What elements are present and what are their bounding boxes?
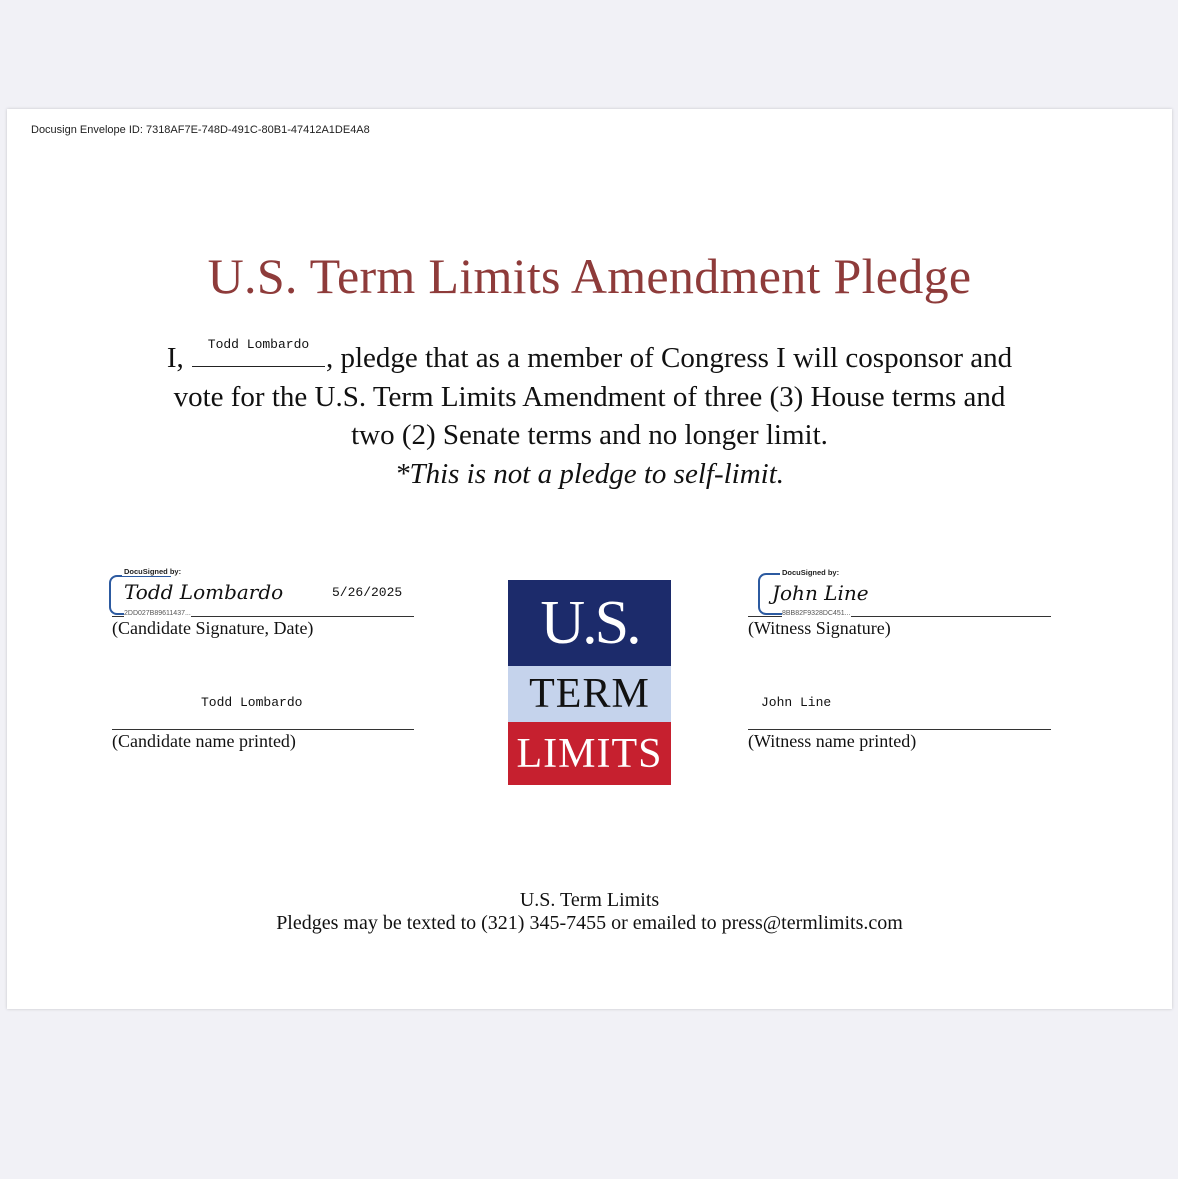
- witness-name-value: John Line: [761, 695, 832, 710]
- candidate-signature-block: [112, 567, 414, 647]
- candidate-name-value: Todd Lombardo: [201, 695, 303, 710]
- pledge-prefix: I,: [166, 342, 184, 374]
- candidate-signature-caption: (Candidate Signature, Date): [112, 618, 314, 638]
- docusigned-label: DocuSigned by:: [782, 568, 840, 577]
- pledge-note: *This is not a pledge to self-limit.: [394, 457, 785, 490]
- footer-contact: Pledges may be texted to (321) 345-7455 or emailed to press@termlimits.com: [276, 912, 903, 934]
- pledge-line-1-rest: , pledge that as a member of Congress I will cosponsor and: [325, 342, 1013, 374]
- logo-limits: LIMITS: [508, 722, 671, 785]
- witness-signature[interactable]: John Line: [772, 581, 869, 605]
- candidate-signer-id: 2DD027B89611437...: [124, 610, 191, 617]
- candidate-signature[interactable]: Todd Lombardo: [124, 580, 284, 604]
- pledge-line-3: two (2) Senate terms and no longer limit.: [351, 419, 828, 451]
- envelope-id: Docusign Envelope ID: 7318AF7E-748D-491C-80B1-47412A1DE4A8: [31, 124, 370, 136]
- footer-org: U.S. Term Limits: [519, 889, 660, 911]
- docusigned-label: DocuSigned by:: [124, 567, 182, 576]
- pledge-text: [7, 339, 1172, 493]
- footer: [7, 889, 1172, 935]
- logo-term: TERM: [508, 666, 671, 722]
- document-page: [7, 109, 1172, 1009]
- witness-name-block: [748, 695, 1051, 765]
- pledge-line-2: vote for the U.S. Term Limits Amendment of three (3) House terms and: [173, 380, 1006, 413]
- logo-us: U.S.: [508, 580, 671, 666]
- witness-name-line: [748, 729, 1051, 730]
- pledge-title: U.S. Term Limits Amendment Pledge: [207, 248, 972, 304]
- witness-signature-caption: (Witness Signature): [748, 618, 891, 638]
- candidate-blank: [192, 337, 325, 367]
- candidate-name-line: [112, 729, 414, 730]
- candidate-signature-date: 5/26/2025: [332, 585, 403, 600]
- pledge-line-1: [7, 339, 1172, 378]
- witness-signature-block: [748, 567, 1051, 647]
- candidate-name-caption: (Candidate name printed): [112, 731, 296, 751]
- candidate-name-block: [112, 695, 414, 765]
- term-limits-logo: [508, 580, 671, 785]
- witness-signer-id: 8BB82F9328DC451...: [782, 610, 851, 617]
- witness-name-caption: (Witness name printed): [748, 731, 917, 751]
- candidate-fill: Todd Lombardo: [207, 337, 310, 352]
